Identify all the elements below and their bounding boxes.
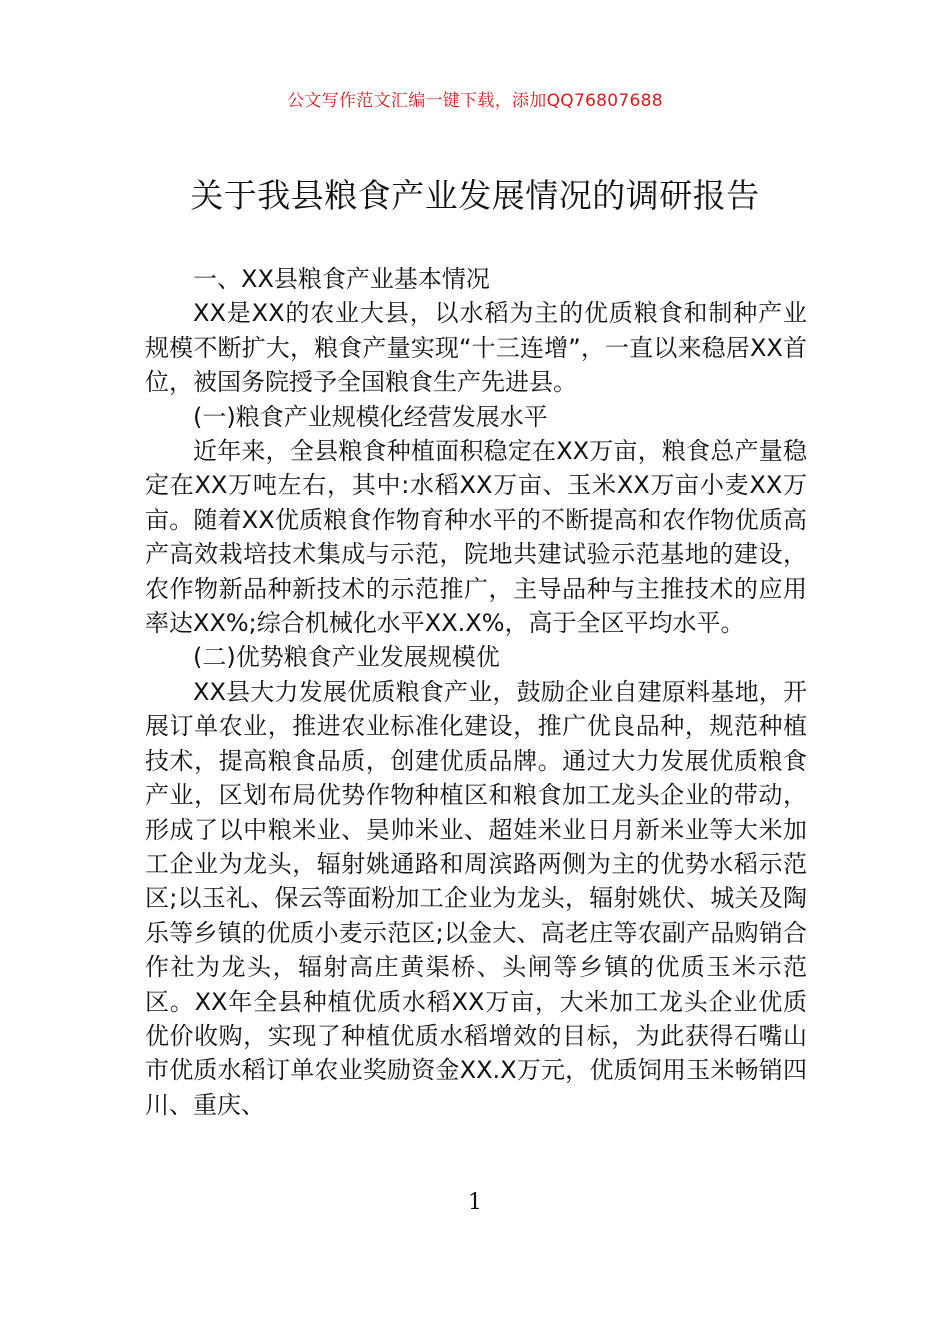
document-title: 关于我县粮食产业发展情况的调研报告 (190, 176, 760, 215)
body-paragraph: 近年来，全县粮食种植面积稳定在XX万亩，粮食总产量稳定在XX万吨左右，其中:水稻XX万亩、玉米XX万亩小麦XX万亩。随着XX优质粮食作物育种水平的不断提高和农作物优质高产高效栽培技术集成与示范，院地共建试验示范基地的建设，农作物新品种新技术的示范推广，主导品种与主推技术的应用率达XX%;综合机械化水平XX.X%，高于全区平均水平。 (145, 437, 807, 638)
subsection-heading: (二)优势粮食产业发展规模优 (193, 643, 500, 672)
watermark-banner: 公文写作范文汇编一键下载，添加QQ76807688 (287, 91, 663, 111)
subsection-heading: (一)粮食产业规模化经营发展水平 (193, 402, 548, 431)
section-heading: 一、XX县粮食产业基本情况 (193, 265, 490, 293)
page-number: 1 (468, 1190, 482, 1215)
document-body (145, 262, 807, 1122)
body-paragraph: XX是XX的农业大县，以水稻为主的优质粮食和制种产业规模不断扩大，粮食产量实现“十三连增”，一直以来稳居XX首位，被国务院授予全国粮食生产先进县。 (145, 299, 807, 397)
body-paragraph: XX县大力发展优质粮食产业，鼓励企业自建原料基地，开展订单农业，推进农业标准化建设，推广优良品种，规范种植技术，提高粮食品质，创建优质品牌。通过大力发展优质粮食产业，区划布局优势作物种植区和粮食加工龙头企业的带动，形成了以中粮米业、昊帅米业、超娃米业日月新米业等大米加工企业为龙头，辐射姚通路和周滨路两侧为主的优势水稻示范区;以玉礼、保云等面粉加工企业为龙头，辐射姚伏、城关及陶乐等乡镇的优质小麦示范区;以金大、高老庄等农副产品购销合作社为龙头，辐射高庄黄渠桥、头闸等乡镇的优质玉米示范区。XX年全县种植优质水稻XX万亩，大米加工龙头企业优质优价收购，实现了种植优质水稻增效的目标，为此获得石嘴山市优质水稻订单农业奖励资金XX.X万元，优质饲用玉米畅销四川、重庆、 (145, 677, 807, 1119)
